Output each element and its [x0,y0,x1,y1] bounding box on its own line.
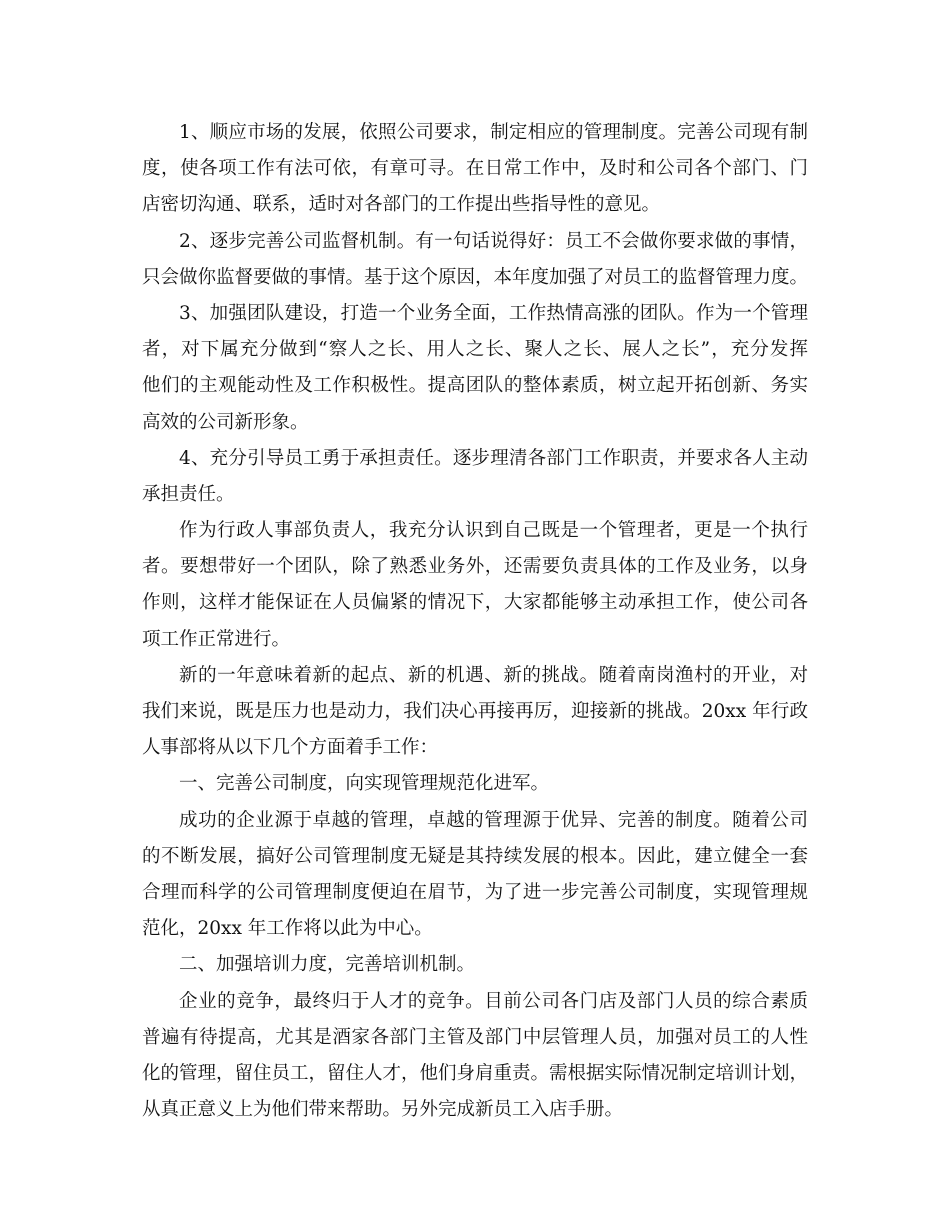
document-body [142,115,808,1128]
paragraph-line: 度，使各项工作有法可依，有章可寻。在日常工作中，及时和公司各个部门、门 [142,158,808,180]
paragraph-first-line: 作为行政人事部负责人，我充分认识到自己既是一个管理者，更是一个执行 [179,520,808,542]
paragraph-first-line: 成功的企业源于卓越的管理，卓越的管理源于优异、完善的制度。随着公司 [179,809,808,831]
paragraph-line: 承担责任。 [142,483,235,505]
paragraph-first-line: 3、加强团队建设，打造一个业务全面，工作热情高涨的团队。作为一个管理 [179,302,808,324]
paragraph-first-line: 1、顺应市场的发展，依照公司要求，制定相应的管理制度。完善公司现有制 [179,122,808,143]
paragraph-first-line: 2、逐步完善公司监督机制。有一句话说得好：员工不会做你要求做的事情， [179,230,808,252]
paragraph-line: 作则，这样才能保证在人员偏紧的情况下，大家都能够主动承担工作，使公司各 [142,592,808,614]
paragraph-first-line: 企业的竞争，最终归于人才的竞争。目前公司各门店及部门人员的综合素质 [179,990,808,1012]
paragraph-line: 者。要想带好一个团队，除了熟悉业务外，还需要负责具体的工作及业务，以身 [142,556,808,578]
paragraph-line: 高效的公司新形象。 [142,411,309,433]
paragraph-line: 的不断发展，搞好公司管理制度无疑是其持续发展的根本。因此，建立健全一套 [142,845,808,867]
paragraph-first-line: 一、完善公司制度，向实现管理规范化进军。 [179,773,550,795]
paragraph-line: 从真正意义上为他们带来帮助。另外完成新员工入店手册。 [142,1099,624,1121]
paragraph-line: 者，对下属充分做到“察人之长、用人之长、聚人之长、展人之长”，充分发挥 [142,339,808,361]
paragraph-line: 合理而科学的公司管理制度便迫在眉节，为了进一步完善公司制度，实现管理规 [142,881,808,903]
paragraph-line: 化的管理，留住员工，留住人才，他们身肩重责。需根据实际情况制定培训计划， [142,1062,809,1084]
paragraph-line: 店密切沟通、联系，适时对各部门的工作提出些指导性的意见。 [142,194,661,216]
paragraph-line: 项工作正常进行。 [142,628,291,650]
paragraph-line: 普遍有待提高，尤其是酒家各部门主管及部门中层管理人员，加强对员工的人性 [142,1026,808,1048]
paragraph-line: 范化，20xx 年工作将以此为中心。 [142,918,433,940]
paragraph-first-line: 二、加强培训力度，完善培训机制。 [179,954,476,976]
paragraph-line: 我们来说，既是压力也是动力，我们决心再接再厉，迎接新的挑战。20xx 年行政 [142,701,808,722]
paragraph-first-line: 4、充分引导员工勇于承担责任。逐步理清各部门工作职责，并要求各人主动 [179,447,808,469]
paragraph-first-line: 新的一年意味着新的起点、新的机遇、新的挑战。随着南岗渔村的开业，对 [179,664,808,686]
paragraph-line: 他们的主观能动性及工作积极性。提高团队的整体素质，树立起开拓创新、务实 [142,375,808,397]
paragraph-line: 只会做你监督要做的事情。基于这个原因，本年度加强了对员工的监督管理力度。 [142,266,809,288]
paragraph-line: 人事部将从以下几个方面着手工作： [142,737,439,759]
